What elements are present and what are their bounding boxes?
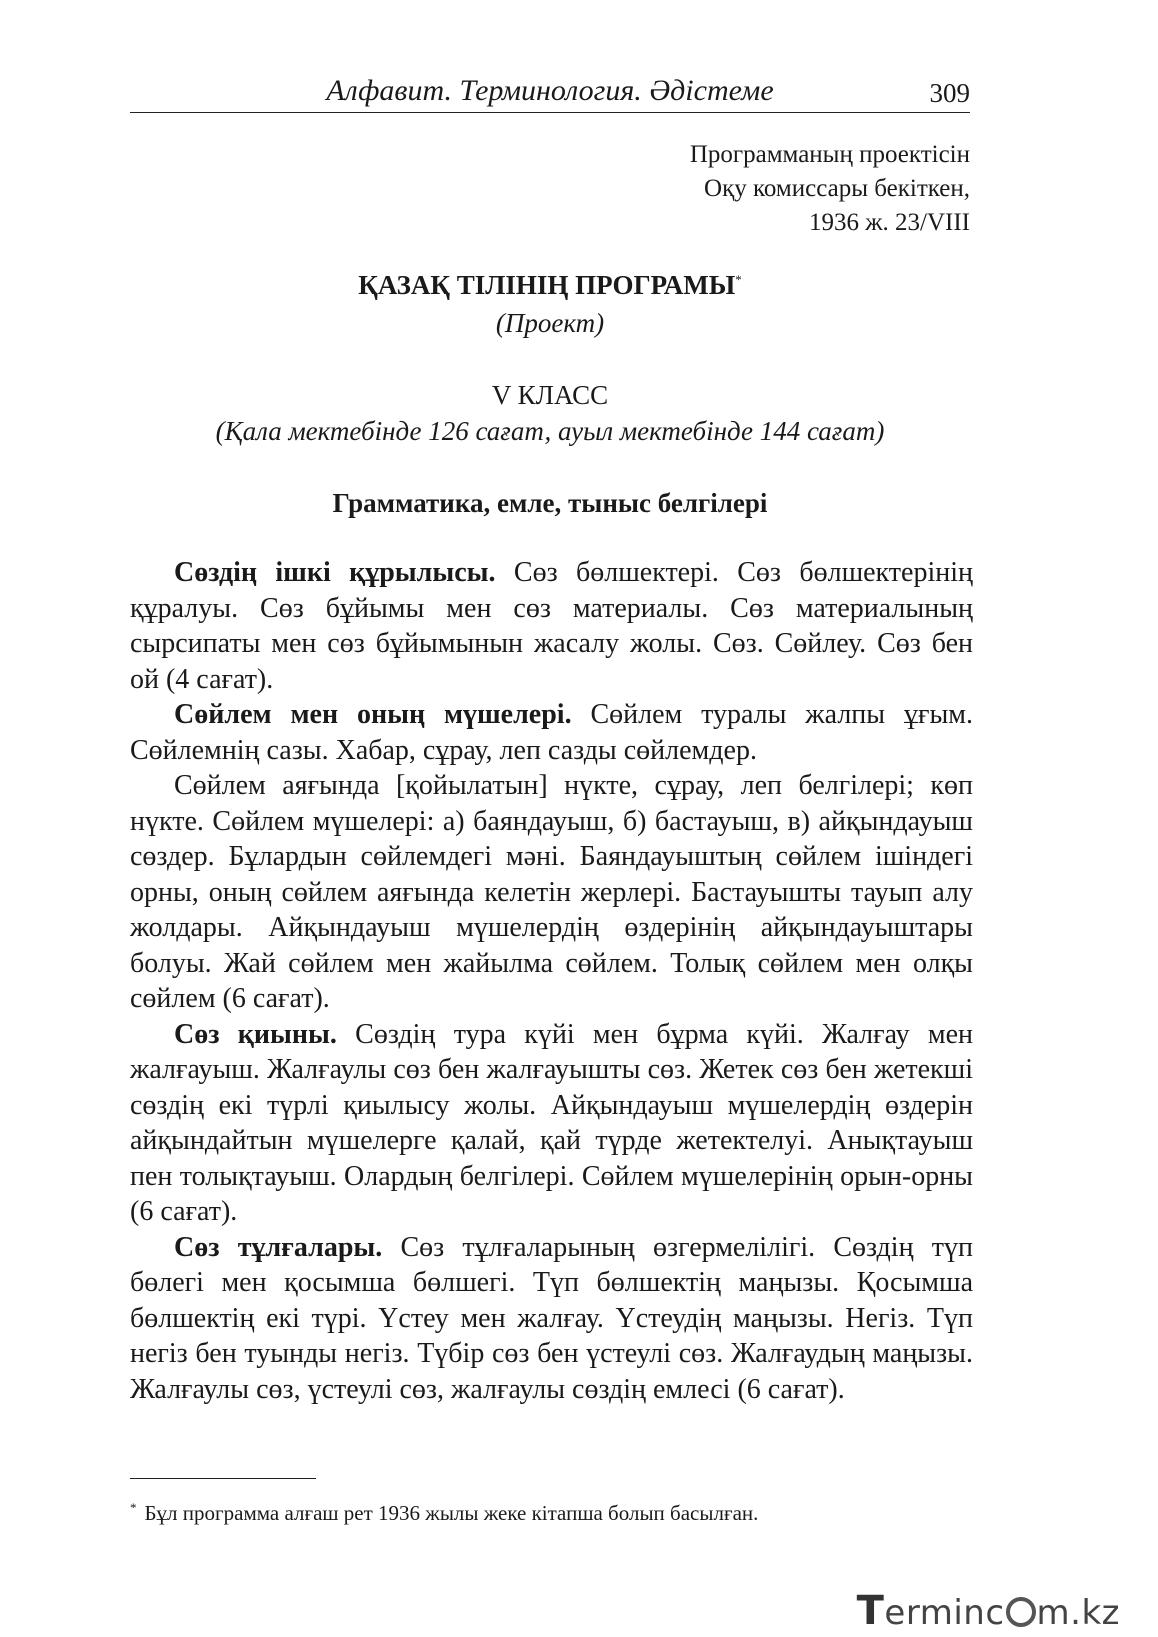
site-watermark-logo bbox=[857, 1588, 1120, 1634]
paragraph-text: Сөйлем аяғында [қойылатын] нүкте, сұрау, леп белгілері; көп нүкте. Сөйлем мүшелері: а) баяндауыш, б) бастауыш, в) айқындауыш сөздер. Бұлардын сөйлемдегі мәні. Баяндауыштың сөйлем ішіндегі орны, оның сөйлем аяғында келетін жерлері. Бастауышты тауып алу жолдары. Айқындауыш мүшелердің өздерінің айқындауыштары болуы. Жай сөйлем мен жайылма сөйлем. Толық сөйлем мен олқы сөйлем (6 сағат). bbox=[130, 770, 973, 1014]
paragraph bbox=[130, 1230, 973, 1408]
paragraph-lead: Сөздің ішкі құрылысы. bbox=[174, 557, 496, 588]
watermark-letter-t: T bbox=[856, 1588, 885, 1634]
approval-line-2: Оқу комиссары бекіткен, bbox=[704, 175, 970, 202]
title-footnote-mark: * bbox=[735, 272, 742, 287]
paragraph-lead: Сөз тұлғалары. bbox=[174, 1231, 383, 1263]
footnote bbox=[130, 1500, 758, 1526]
class-hours: (Қала мектебінде 126 сағат, ауыл мектебінде 144 сағат) bbox=[215, 416, 885, 446]
paragraph-lead: Сөйлем мен оның мүшелері. bbox=[174, 699, 572, 730]
section-heading: Грамматика, емле, тыныс белгілері bbox=[332, 488, 768, 518]
paragraph-text: Сөз бөлшектері. Сөз бөлшектерінің құралуы. Сөз бұйымы мен сөз материалы. Сөз материалының сырсипаты мен сөз бұйымынын жасалу жолы. Сөз. Сөйлеу. Сөз бен ой (4 сағат). bbox=[130, 557, 973, 695]
paragraph-lead: Сөз қиыны. bbox=[174, 1018, 337, 1050]
paragraph-text: Сөз тұлғаларының өзгермелілігі. Сөздің түп бөлегі мен қосымша бөлшегі. Түп бөлшектің маңызы. Қосымша бөлшектің екі түрі. Үстеу мен жалғау. Үстеудің маңызы. Негіз. Түп негіз бен туынды негіз. Түбір сөз бен үстеулі сөз. Жалғаудың маңызы. Жалғаулы сөз, үстеулі сөз, жалғаулы сөздің емлесі (6 сағат). bbox=[130, 1231, 973, 1405]
paragraph bbox=[130, 697, 973, 768]
approval-line-1: Программаның проектісін bbox=[689, 141, 970, 168]
paragraph-text: Сөздің тура күйі мен бұрма күйі. Жалғау мен жалғауыш. Жалғаулы сөз бен жалғауышты сөз. Жетек сөз бен жетекші сөздің екі түрлі қиылысу жолы. Айқындауыш мүшелердің өздерін айқындайтын мүшелерге қалай, қай түрде жетектелуі. Анықтауыш пен толықтауыш. Олардың белгілері. Сөйлем мүшелерінің орын-орны (6 сағат). bbox=[130, 1018, 974, 1227]
paragraph bbox=[130, 768, 973, 1017]
approval-line-3: 1936 ж. 23/VIII bbox=[809, 209, 970, 236]
body-text bbox=[130, 555, 973, 1407]
footnote-text: Бұл программа алғаш рет 1936 жылы жеке кітапша болып басылған. bbox=[144, 1501, 759, 1525]
magnifier-icon bbox=[1006, 1597, 1036, 1627]
watermark-text-1: erminc bbox=[884, 1593, 1005, 1633]
document-title bbox=[130, 270, 970, 301]
paragraph-text: Сөйлем туралы жалпы ұғым. Сөйлемнің сазы. Хабар, сұрау, леп сазды сөйлемдер. bbox=[130, 699, 973, 766]
footnote-divider bbox=[130, 1478, 316, 1479]
class-title: V КЛАСС bbox=[491, 380, 609, 410]
paragraph bbox=[130, 1017, 973, 1230]
footnote-mark: * bbox=[130, 1500, 137, 1515]
running-header-title: Алфавит. Терминология. Әдістеме bbox=[326, 74, 774, 107]
approval-note bbox=[690, 138, 970, 240]
document-subtitle: (Проект) bbox=[495, 308, 605, 338]
document-title-text: ҚАЗАҚ ТІЛІНІҢ ПРОГРАМЫ bbox=[358, 270, 736, 300]
running-header bbox=[130, 72, 970, 113]
paragraph bbox=[130, 555, 973, 697]
page-number: 309 bbox=[929, 78, 970, 108]
watermark-text-2: m.kz bbox=[1036, 1593, 1120, 1633]
